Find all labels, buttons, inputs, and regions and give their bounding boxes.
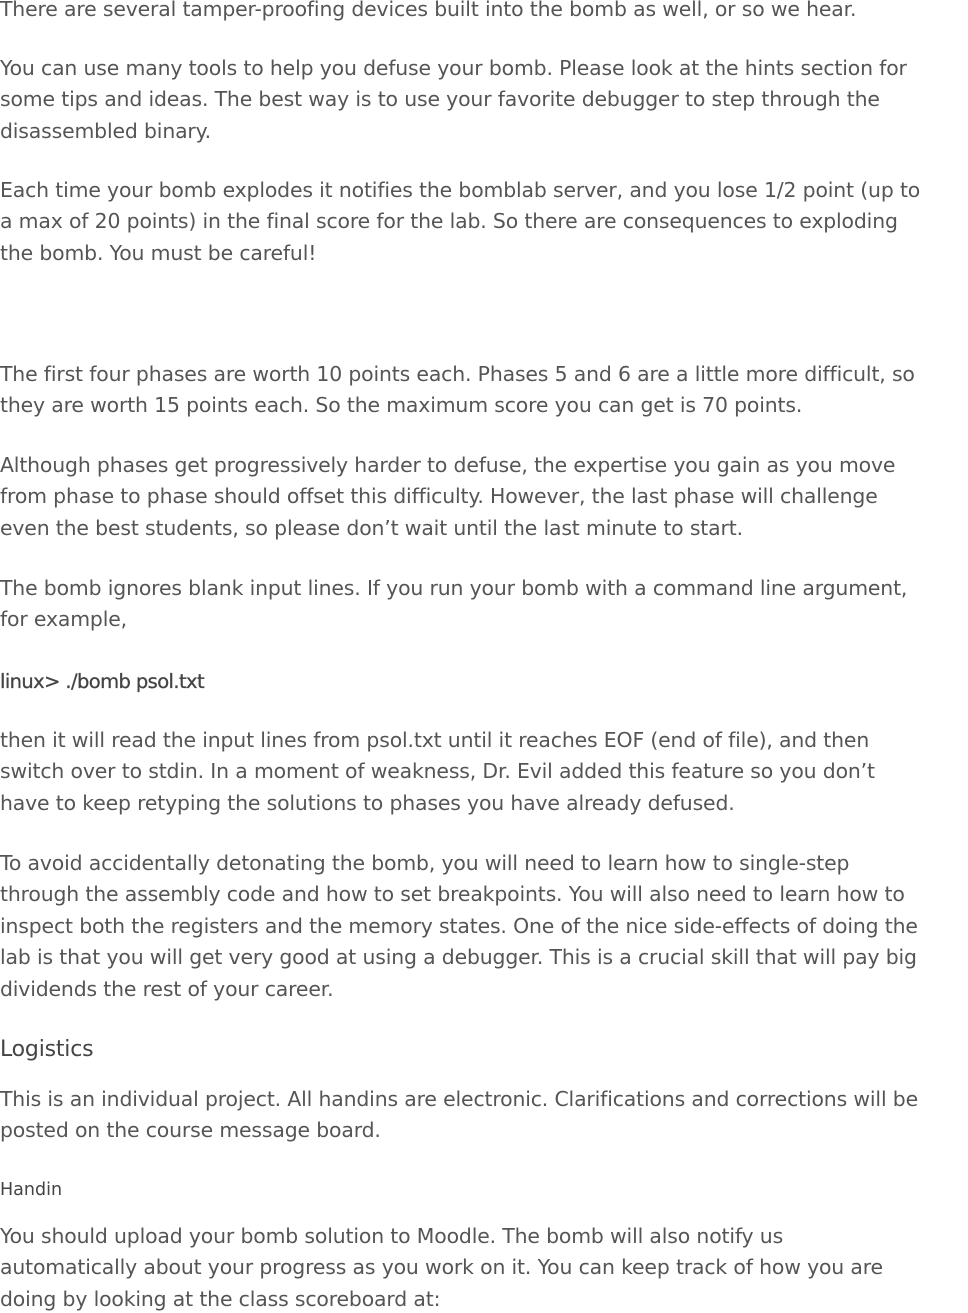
paragraph-tamper-proofing — [0, 0, 968, 25]
text-line: There are several tamper-proofing devices built into the bomb as well, or so we hear. — [0, 0, 857, 21]
paragraph-logistics — [0, 1084, 968, 1147]
text-line: some tips and ideas. The best way is to use your favorite debugger to step through the — [0, 87, 880, 112]
heading-handin: Handin — [0, 1180, 63, 1200]
text-line: The first four phases are worth 10 points each. Phases 5 and 6 are a little more difficult, so — [0, 362, 915, 386]
text-line: posted on the course message board. — [0, 1118, 381, 1143]
command-example: linux> ./bomb psol.txt — [0, 670, 204, 693]
text-line: doing by looking at the class scoreboard at: — [0, 1286, 441, 1311]
text-line: they are worth 15 points each. So the maximum score you can get is 70 points. — [0, 393, 803, 418]
text-line: disassembled binary. — [0, 118, 212, 143]
text-line: have to keep retyping the solutions to phases you have already defused. — [0, 790, 735, 815]
text-line: inspect both the registers and the memory states. One of the nice side-effects of doing the — [0, 913, 918, 938]
text-line: Each time your bomb explodes it notifies the bomblab server, and you lose 1/2 point (up to — [0, 178, 921, 202]
paragraph-handin — [0, 1221, 968, 1313]
paragraph-phase-points — [0, 359, 968, 422]
text-line: for example, — [0, 607, 127, 632]
text-line: Although phases get progressively harder to defuse, the expertise you gain as you move — [0, 453, 896, 477]
text-line: This is an individual project. All handins are electronic. Clarifications and corrections will be — [0, 1087, 918, 1111]
text-line: dividends the rest of your career. — [0, 976, 334, 1001]
paragraph-tools — [0, 53, 968, 147]
text-line: switch over to stdin. In a moment of weakness, Dr. Evil added this feature so you don’t — [0, 759, 875, 784]
paragraph-psol-input — [0, 725, 968, 819]
text-line: To avoid accidentally detonating the bomb, you will need to learn how to single-step — [0, 851, 850, 875]
text-line: then it will read the input lines from psol.txt until it reaches EOF (end of file), and then — [0, 728, 870, 752]
text-line: a max of 20 points) in the final score for the lab. So there are consequences to exploding — [0, 209, 898, 234]
text-line: the bomb. You must be careful! — [0, 240, 317, 265]
text-line: even the best students, so please don’t wait until the last minute to start. — [0, 515, 743, 540]
paragraph-difficulty — [0, 450, 968, 544]
text-line: You should upload your bomb solution to Moodle. The bomb will also notify us — [0, 1224, 784, 1248]
paragraph-blank-input — [0, 573, 968, 636]
paragraph-explode — [0, 175, 968, 269]
heading-logistics: Logistics — [0, 1037, 94, 1062]
text-line: through the assembly code and how to set breakpoints. You will also need to learn how to — [0, 882, 905, 907]
text-line: The bomb ignores blank input lines. If you run your bomb with a command line argument, — [0, 576, 908, 600]
text-line: automatically about your progress as you work on it. You can keep track of how you are — [0, 1255, 883, 1280]
paragraph-debugger — [0, 848, 968, 1005]
text-line: lab is that you will get very good at using a debugger. This is a crucial skill that will pay big — [0, 945, 917, 970]
text-line: from phase to phase should offset this difficulty. However, the last phase will challenge — [0, 484, 878, 509]
text-line: You can use many tools to help you defuse your bomb. Please look at the hints section for — [0, 56, 907, 80]
